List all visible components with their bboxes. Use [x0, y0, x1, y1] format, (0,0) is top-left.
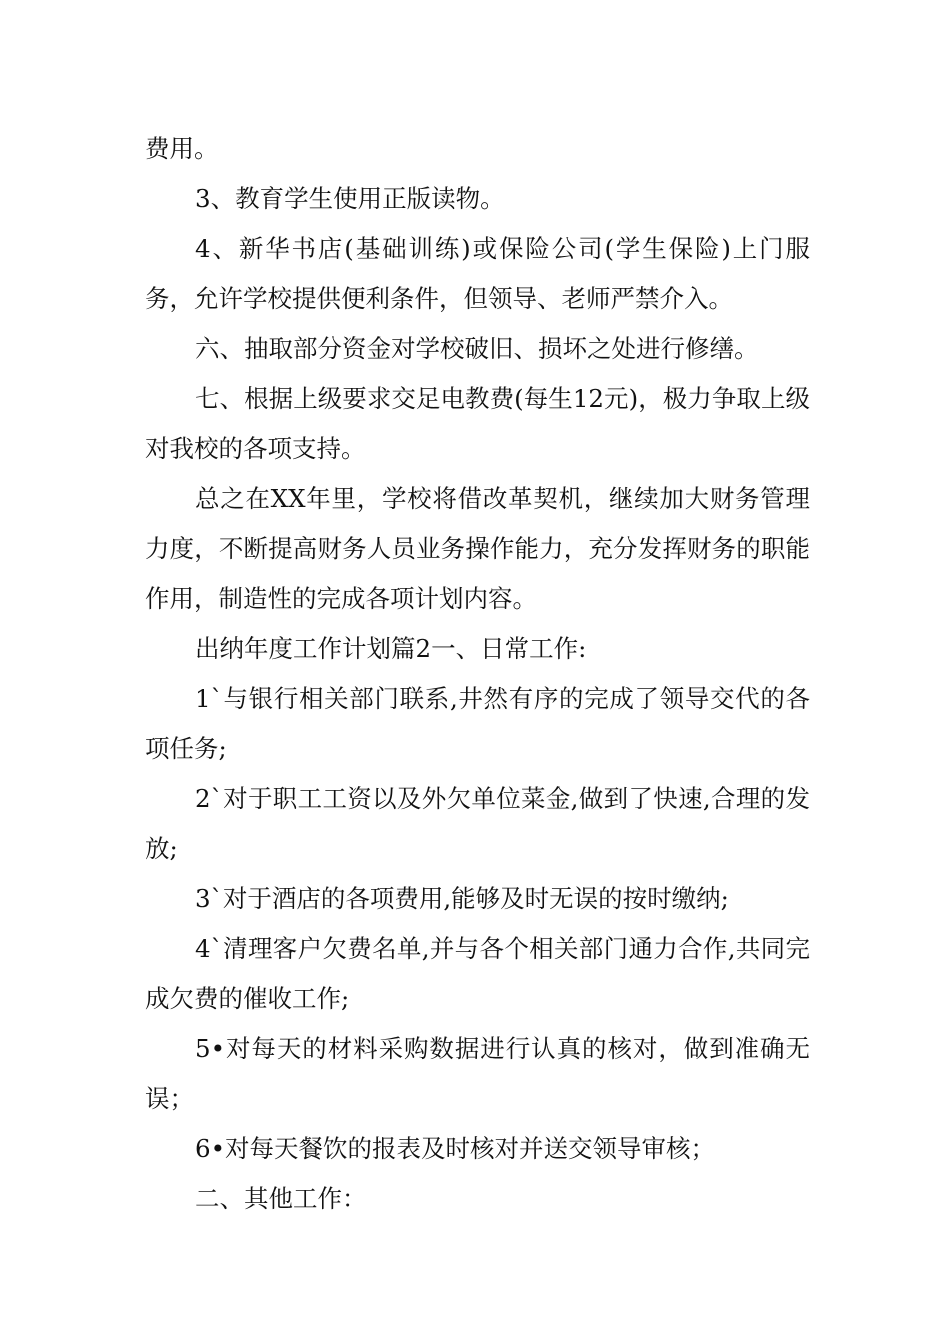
- paragraph-10: 3`对于酒店的各项费用,能够及时无误的按时缴纳;: [195, 884, 729, 913]
- paragraph-4: 六、抽取部分资金对学校破旧、损坏之处进行修缮。: [195, 334, 759, 363]
- paragraph-7: 出纳年度工作计划篇2一、日常工作:: [195, 634, 587, 663]
- paragraph-5: 七、根据上级要求交足电教费(每生12元)，极力争取上级对我校的各项支持。: [145, 384, 810, 463]
- document-body: [145, 124, 810, 1224]
- paragraph-3: 4、新华书店(基础训练)或保险公司(学生保险)上门服务，允许学校提供便利条件，但领导、老师严禁介入。: [145, 234, 810, 313]
- paragraph-11: 4`清理客户欠费名单,并与各个相关部门通力合作,共同完成欠费的催收工作;: [145, 934, 810, 1013]
- paragraph-6: 总之在XX年里，学校将借改革契机，继续加大财务管理力度，不断提高财务人员业务操作能力，充分发挥财务的职能作用，制造性的完成各项计划内容。: [145, 484, 810, 613]
- paragraph-2: 3、教育学生使用正版读物。: [195, 184, 505, 213]
- paragraph-13: 6•对每天餐饮的报表及时核对并送交领导审核；: [195, 1134, 716, 1163]
- paragraph-14: 二、其他工作：: [195, 1184, 367, 1213]
- paragraph-12: 5•对每天的材料采购数据进行认真的核对，做到准确无误；: [145, 1034, 810, 1113]
- paragraph-1: 费用。: [145, 134, 219, 163]
- paragraph-8: 1`与银行相关部门联系,井然有序的完成了领导交代的各项任务;: [145, 684, 810, 763]
- paragraph-9: 2`对于职工工资以及外欠单位菜金,做到了快速,合理的发放;: [145, 784, 810, 863]
